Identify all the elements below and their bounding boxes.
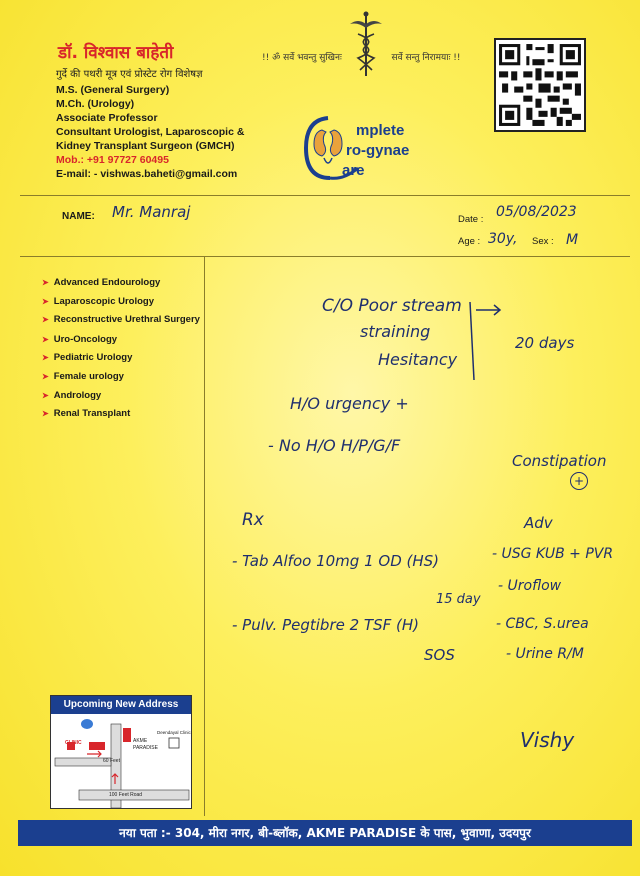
logo-line-2: ro-gynae <box>346 142 410 159</box>
doctor-name: डॉ. विश्वास बाहेती <box>58 43 174 63</box>
investigation-4: - Urine R/M <box>506 646 584 662</box>
map-paradise: PARADISE <box>133 745 158 751</box>
sex-label: Sex : <box>532 236 554 247</box>
header-divider <box>20 195 630 196</box>
signature: Vishy <box>520 728 575 752</box>
patient-name: Mr. Manraj <box>112 203 191 221</box>
drug-line-2: - Pulv. Pegtibre 2 TSF (H) <box>232 616 419 634</box>
qr-code-icon <box>494 38 586 132</box>
service-item: ➤ Uro-Oncology <box>42 334 118 345</box>
column-divider <box>204 256 205 816</box>
service-item: ➤ Female urology <box>42 371 124 382</box>
qualification-5: Kidney Transplant Surgeon (GMCH) <box>56 140 235 152</box>
complete-urogynae-care-logo <box>300 112 450 184</box>
history-line-1: H/O urgency + <box>290 394 409 413</box>
caduceus-icon <box>348 10 384 78</box>
sex-value: M <box>566 232 579 248</box>
map-clinic: CLINIC <box>65 740 82 746</box>
complaint-line-3: Hesitancy <box>378 350 458 369</box>
age-label: Age : <box>458 236 481 247</box>
history-line-2: - No H/O H/P/G/F <box>268 436 401 455</box>
service-item: ➤ Renal Transplant <box>42 408 131 419</box>
bracket-mark <box>466 300 506 382</box>
date-label: Date : <box>458 214 484 225</box>
email: E-mail: - vishwas.baheti@gmail.com <box>56 168 238 180</box>
map-right-label: Deendayal Clinic <box>157 730 191 735</box>
address-map <box>50 695 192 809</box>
qualification-3: Associate Professor <box>56 112 158 124</box>
drug-line-1: - Tab Alfoo 10mg 1 OD (HS) <box>232 552 440 570</box>
map-road-100: 100 Feet Road <box>109 792 143 798</box>
mantra-right: सर्वे सन्तु निरामयाः !! <box>391 53 461 63</box>
logo-line-3: are <box>342 162 365 179</box>
mantra-left: !! ॐ सर्वे भवन्तु सुखिनः <box>262 53 342 63</box>
investigation-3: - CBC, S.urea <box>496 616 589 632</box>
qualification-2: M.Ch. (Urology) <box>56 98 135 110</box>
complaint-line-1: C/O Poor stream <box>322 296 462 316</box>
sos-note: SOS <box>424 646 455 664</box>
qualification-4: Consultant Urologist, Laparoscopic & <box>56 126 245 138</box>
qualification-1: M.S. (General Surgery) <box>56 84 170 96</box>
duration: 20 days <box>515 334 575 352</box>
footer-address: नया पता :- 304, मीरा नगर, बी-ब्लॉक, AKME PARADISE के पास, भुवाणा, उदयपुर <box>18 820 632 846</box>
service-item: ➤ Laparoscopic Urology <box>42 296 155 307</box>
rx-symbol: Rx <box>242 510 264 530</box>
info-divider <box>20 256 630 257</box>
drug-duration: 15 day <box>436 592 481 607</box>
map-akme: AKME <box>133 738 148 744</box>
constipation: Constipation <box>512 452 607 470</box>
constipation-sign: + <box>570 472 588 490</box>
complaint-line-2: straining <box>360 322 431 341</box>
service-item: ➤ Pediatric Urology <box>42 352 133 363</box>
map-road-60: 60 Feet <box>103 758 120 764</box>
doctor-specialty: गुर्दे की पथरी मूत्र एवं प्रोस्टेट रोग विशेषज्ञ <box>56 69 203 80</box>
name-label: NAME: <box>62 211 95 222</box>
service-item: ➤ Reconstructive Urethral Surgery <box>42 314 200 325</box>
logo-letter-c2 <box>322 156 336 179</box>
service-item: ➤ Andrology <box>42 390 102 401</box>
map-title: Upcoming New Address <box>51 696 191 714</box>
advice-header: Adv <box>524 514 553 532</box>
investigation-1: - USG KUB + PVR <box>492 546 614 562</box>
investigation-2: - Uroflow <box>498 578 562 594</box>
mobile-number: Mob.: +91 97727 60495 <box>56 154 169 166</box>
logo-letter-u <box>318 134 332 157</box>
age-value: 30y, <box>488 231 518 247</box>
date-value: 05/08/2023 <box>496 204 577 220</box>
service-item: ➤ Advanced Endourology <box>42 277 161 288</box>
logo-line-1: mplete <box>356 122 405 139</box>
